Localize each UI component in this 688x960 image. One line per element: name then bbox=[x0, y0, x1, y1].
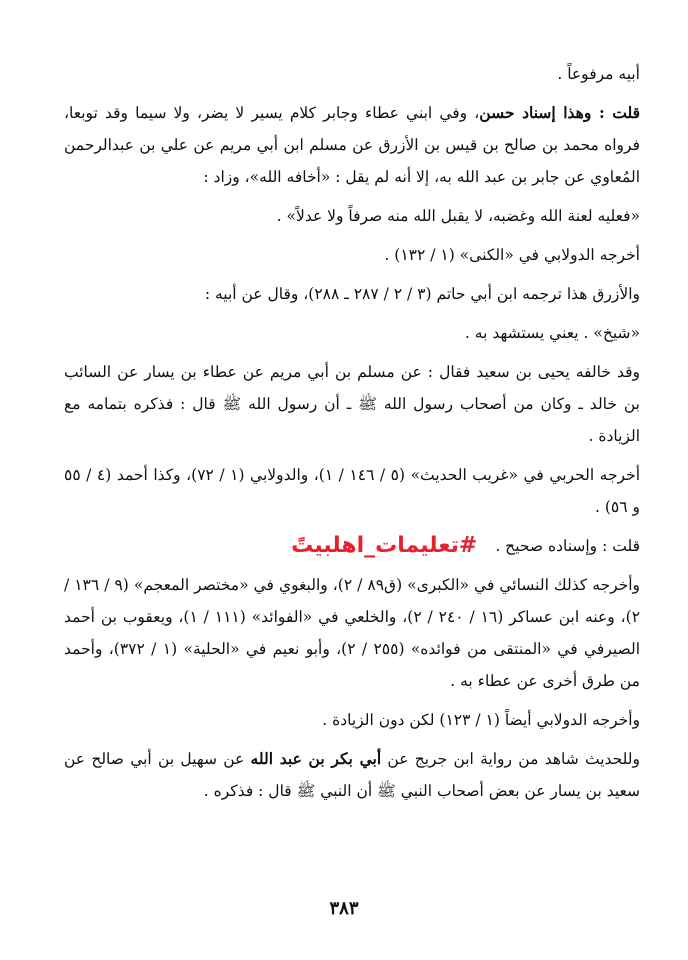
paragraph-12 bbox=[64, 743, 640, 807]
paragraph-6: «شيخ» . يعني يستشهد به . bbox=[464, 324, 640, 342]
page-number: ٣٨٣ bbox=[329, 898, 359, 919]
qultu-sahih-text: قلت : وإسناده صحيح . bbox=[495, 537, 640, 555]
paragraph-11: وأخرجه الدولابي أيضاً (١ / ١٢٣) لكن دون الزيادة . bbox=[322, 711, 640, 729]
paragraph-12-end: عن سهيل بن أبي صالح عن سعيد بن يسار عن بعض أصحاب النبي ﷺ أن النبي ﷺ قال : فذكره . bbox=[64, 750, 640, 800]
quote-line: «فعليه لعنة الله وغضبه، لا يقبل الله منه صرفاً ولا عدلاً» . bbox=[276, 207, 640, 225]
paragraph-9 bbox=[64, 530, 640, 562]
paragraph-12-start: وللحديث شاهد من رواية ابن جريج عن bbox=[381, 750, 640, 768]
paragraph-7: وقد خالفه يحيى بن سعيد فقال : عن مسلم بن أبي مريم عن عطاء بن يسار عن السائب بن خالد ـ وكان من أصحاب رسول الله ﷺ ـ أن رسول الله ﷺ قال : فذكره بتمامه مع الزيادة . bbox=[64, 363, 640, 445]
abu-bakr-name: أبي بكر بن عبد الله bbox=[250, 749, 382, 768]
paragraph-5: والأزرق هذا ترجمه ابن أبي حاتم (٣ / ٢ / ٢٨٧ ـ ٢٨٨)، وقال عن أبيه : bbox=[204, 285, 640, 303]
paragraph-4: أخرجه الدولابي في «الكنى» (١ / ١٣٢) . bbox=[384, 246, 640, 264]
paragraph-8: أخرجه الحربي في «غريب الحديث» (٥ / ١٤٦ / ١)، والدولابي (١ / ٧٢)، وكذا أحمد (٤ / ٥٥ و ٥٦) . bbox=[64, 466, 640, 516]
paragraph-2-body: ، وفي ابني عطاء وجابر كلام يسير لا يضر، ولا سيما وقد توبعا، فرواه محمد بن صالح بن قيس بن الأزرق عن مسلم ابن أبي مريم عن علي بن عبدالرحمن المُعاوي عن جابر بن عبد الله به، إلا أنه لم يقل : «أخافه الله»، وزاد : bbox=[64, 104, 640, 186]
page-body bbox=[64, 58, 640, 814]
qultu-label: قلت : bbox=[591, 103, 641, 122]
isnad-hasan-text: وهذا إسناد حسن bbox=[479, 103, 592, 122]
paragraph-2 bbox=[64, 97, 640, 193]
hashtag-watermark: #تعليمات_اهلبيتً bbox=[291, 533, 478, 558]
paragraph-1: أبيه مرفوعاً . bbox=[557, 65, 640, 83]
paragraph-10: وأخرجه كذلك النسائي في «الكبرى» (ق٨٩ / ٢)، والبغوي في «مختصر المعجم» (٩ / ١٣٦ / ٢)، وعنه ابن عساكر (١٦ / ٢٤٠ / ٢)، والخلعي في «الفوائد» (١١١ / ١)، ويعقوب بن أحمد الصيرفي في «المنتقى من فوائده» (٢٥٥ / ٢)، وأبو نعيم في «الحلية» (١ / ٣٧٢)، وأحمد من طرق أخرى عن عطاء به . bbox=[64, 576, 641, 690]
